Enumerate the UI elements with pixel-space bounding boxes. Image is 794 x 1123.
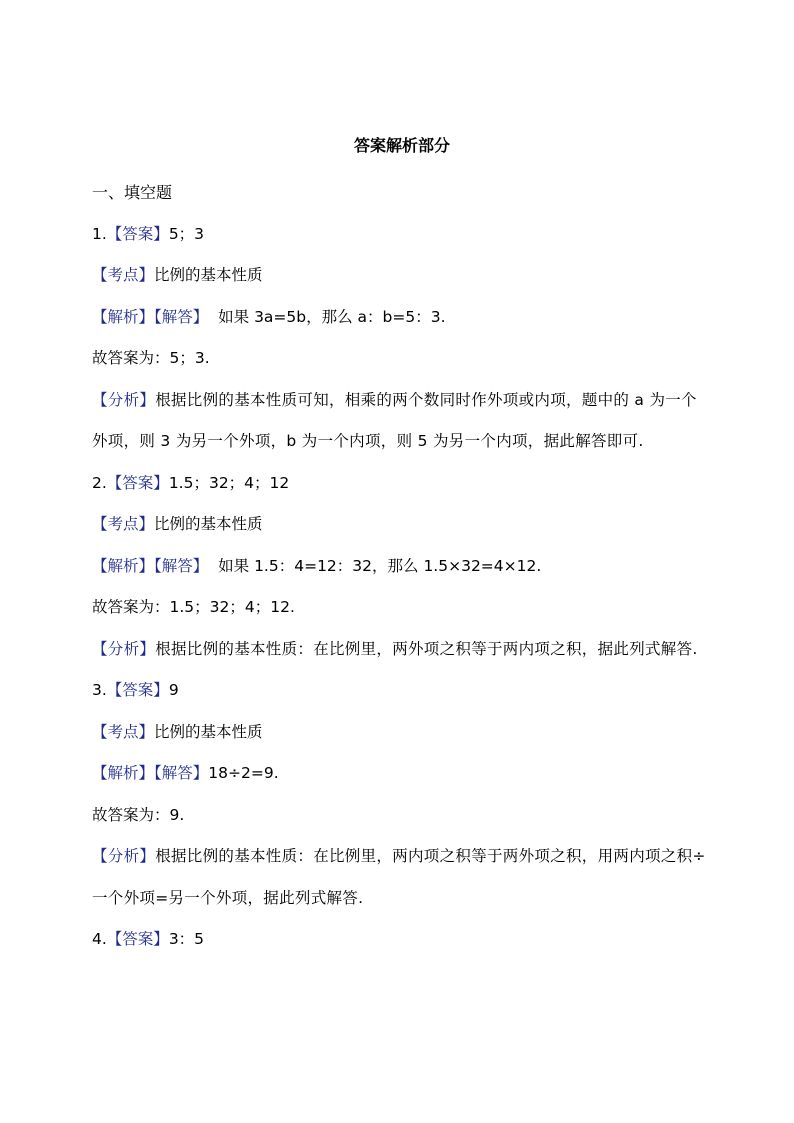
item-3-result: 故答案为：9. (92, 805, 185, 824)
item-2-point (92, 504, 712, 546)
reason-tag: 【分析】 (92, 847, 156, 865)
item-number: 4. (92, 930, 107, 948)
answer-value: 3：5 (168, 930, 205, 948)
reason-value: 根据比例的基本性质：在比例里，两外项之积等于两内项之积，据此列式解答. (155, 639, 698, 658)
analysis-tag: 【解析】 (92, 307, 155, 326)
point-value: 比例的基本性质 (154, 722, 263, 741)
reason-value: 根据比例的基本性质可知，相乘的两个数同时作外项或内项，题中的 a 为一个外项，则 3 为另一个外项，b 为一个内项，则 5 为另一个内项，据此解答即可. (92, 390, 697, 450)
answer-tag: 【答案】 (106, 224, 169, 243)
item-number: 3. (92, 681, 107, 699)
answer-tag: 【答案】 (106, 681, 169, 699)
item-number: 1. (92, 224, 107, 243)
point-value: 比例的基本性质 (154, 266, 263, 284)
item-1-solution (92, 297, 712, 339)
item-3-answer (92, 670, 712, 712)
analysis-tag: 【解析】 (92, 764, 155, 782)
point-tag: 【考点】 (92, 266, 155, 284)
item-2-answer (92, 463, 712, 505)
solution-tag: 【解答】 (154, 764, 209, 782)
answer-tag: 【答案】 (106, 473, 169, 492)
reason-value: 根据比例的基本性质：在比例里，两内项之积等于两外项之积，用两内项之积÷一个外项=另一个外项，据此列式解答. (92, 847, 706, 907)
answer-tag: 【答案】 (106, 930, 169, 948)
page-title: 答案解析部分 (353, 136, 450, 155)
solution-value: 18÷2=9. (208, 764, 279, 782)
point-tag: 【考点】 (92, 515, 155, 533)
item-4-answer (92, 919, 712, 961)
item-1-reason (92, 380, 712, 463)
analysis-tag: 【解析】 (92, 556, 155, 575)
item-3-reason (92, 836, 712, 919)
section-heading: 一、填空题 (92, 183, 173, 202)
item-3-point (92, 712, 712, 754)
answer-value: 9 (168, 681, 179, 699)
item-1-result: 故答案为：5；3. (92, 349, 210, 367)
solution-value: 如果 3a=5b，那么 a：b=5：3. (218, 307, 446, 326)
point-tag: 【考点】 (92, 722, 155, 741)
item-1-point (92, 255, 712, 297)
item-2-result: 故答案为：1.5；32；4；12. (92, 598, 295, 616)
item-number: 2. (92, 473, 107, 492)
solution-value: 如果 1.5：4=12：32，那么 1.5×32=4×12. (218, 556, 542, 575)
reason-tag: 【分析】 (92, 390, 156, 409)
solution-tag: 【解答】 (154, 307, 209, 326)
reason-tag: 【分析】 (92, 639, 156, 658)
solution-tag: 【解答】 (154, 556, 209, 575)
item-2-reason (92, 629, 712, 671)
answer-value: 1.5；32；4；12 (168, 473, 290, 492)
answer-value: 5；3 (168, 224, 205, 243)
point-value: 比例的基本性质 (154, 515, 263, 533)
item-2-solution (92, 546, 712, 588)
answer-document (92, 130, 712, 961)
item-3-solution (92, 753, 712, 795)
item-1-answer (92, 214, 712, 256)
